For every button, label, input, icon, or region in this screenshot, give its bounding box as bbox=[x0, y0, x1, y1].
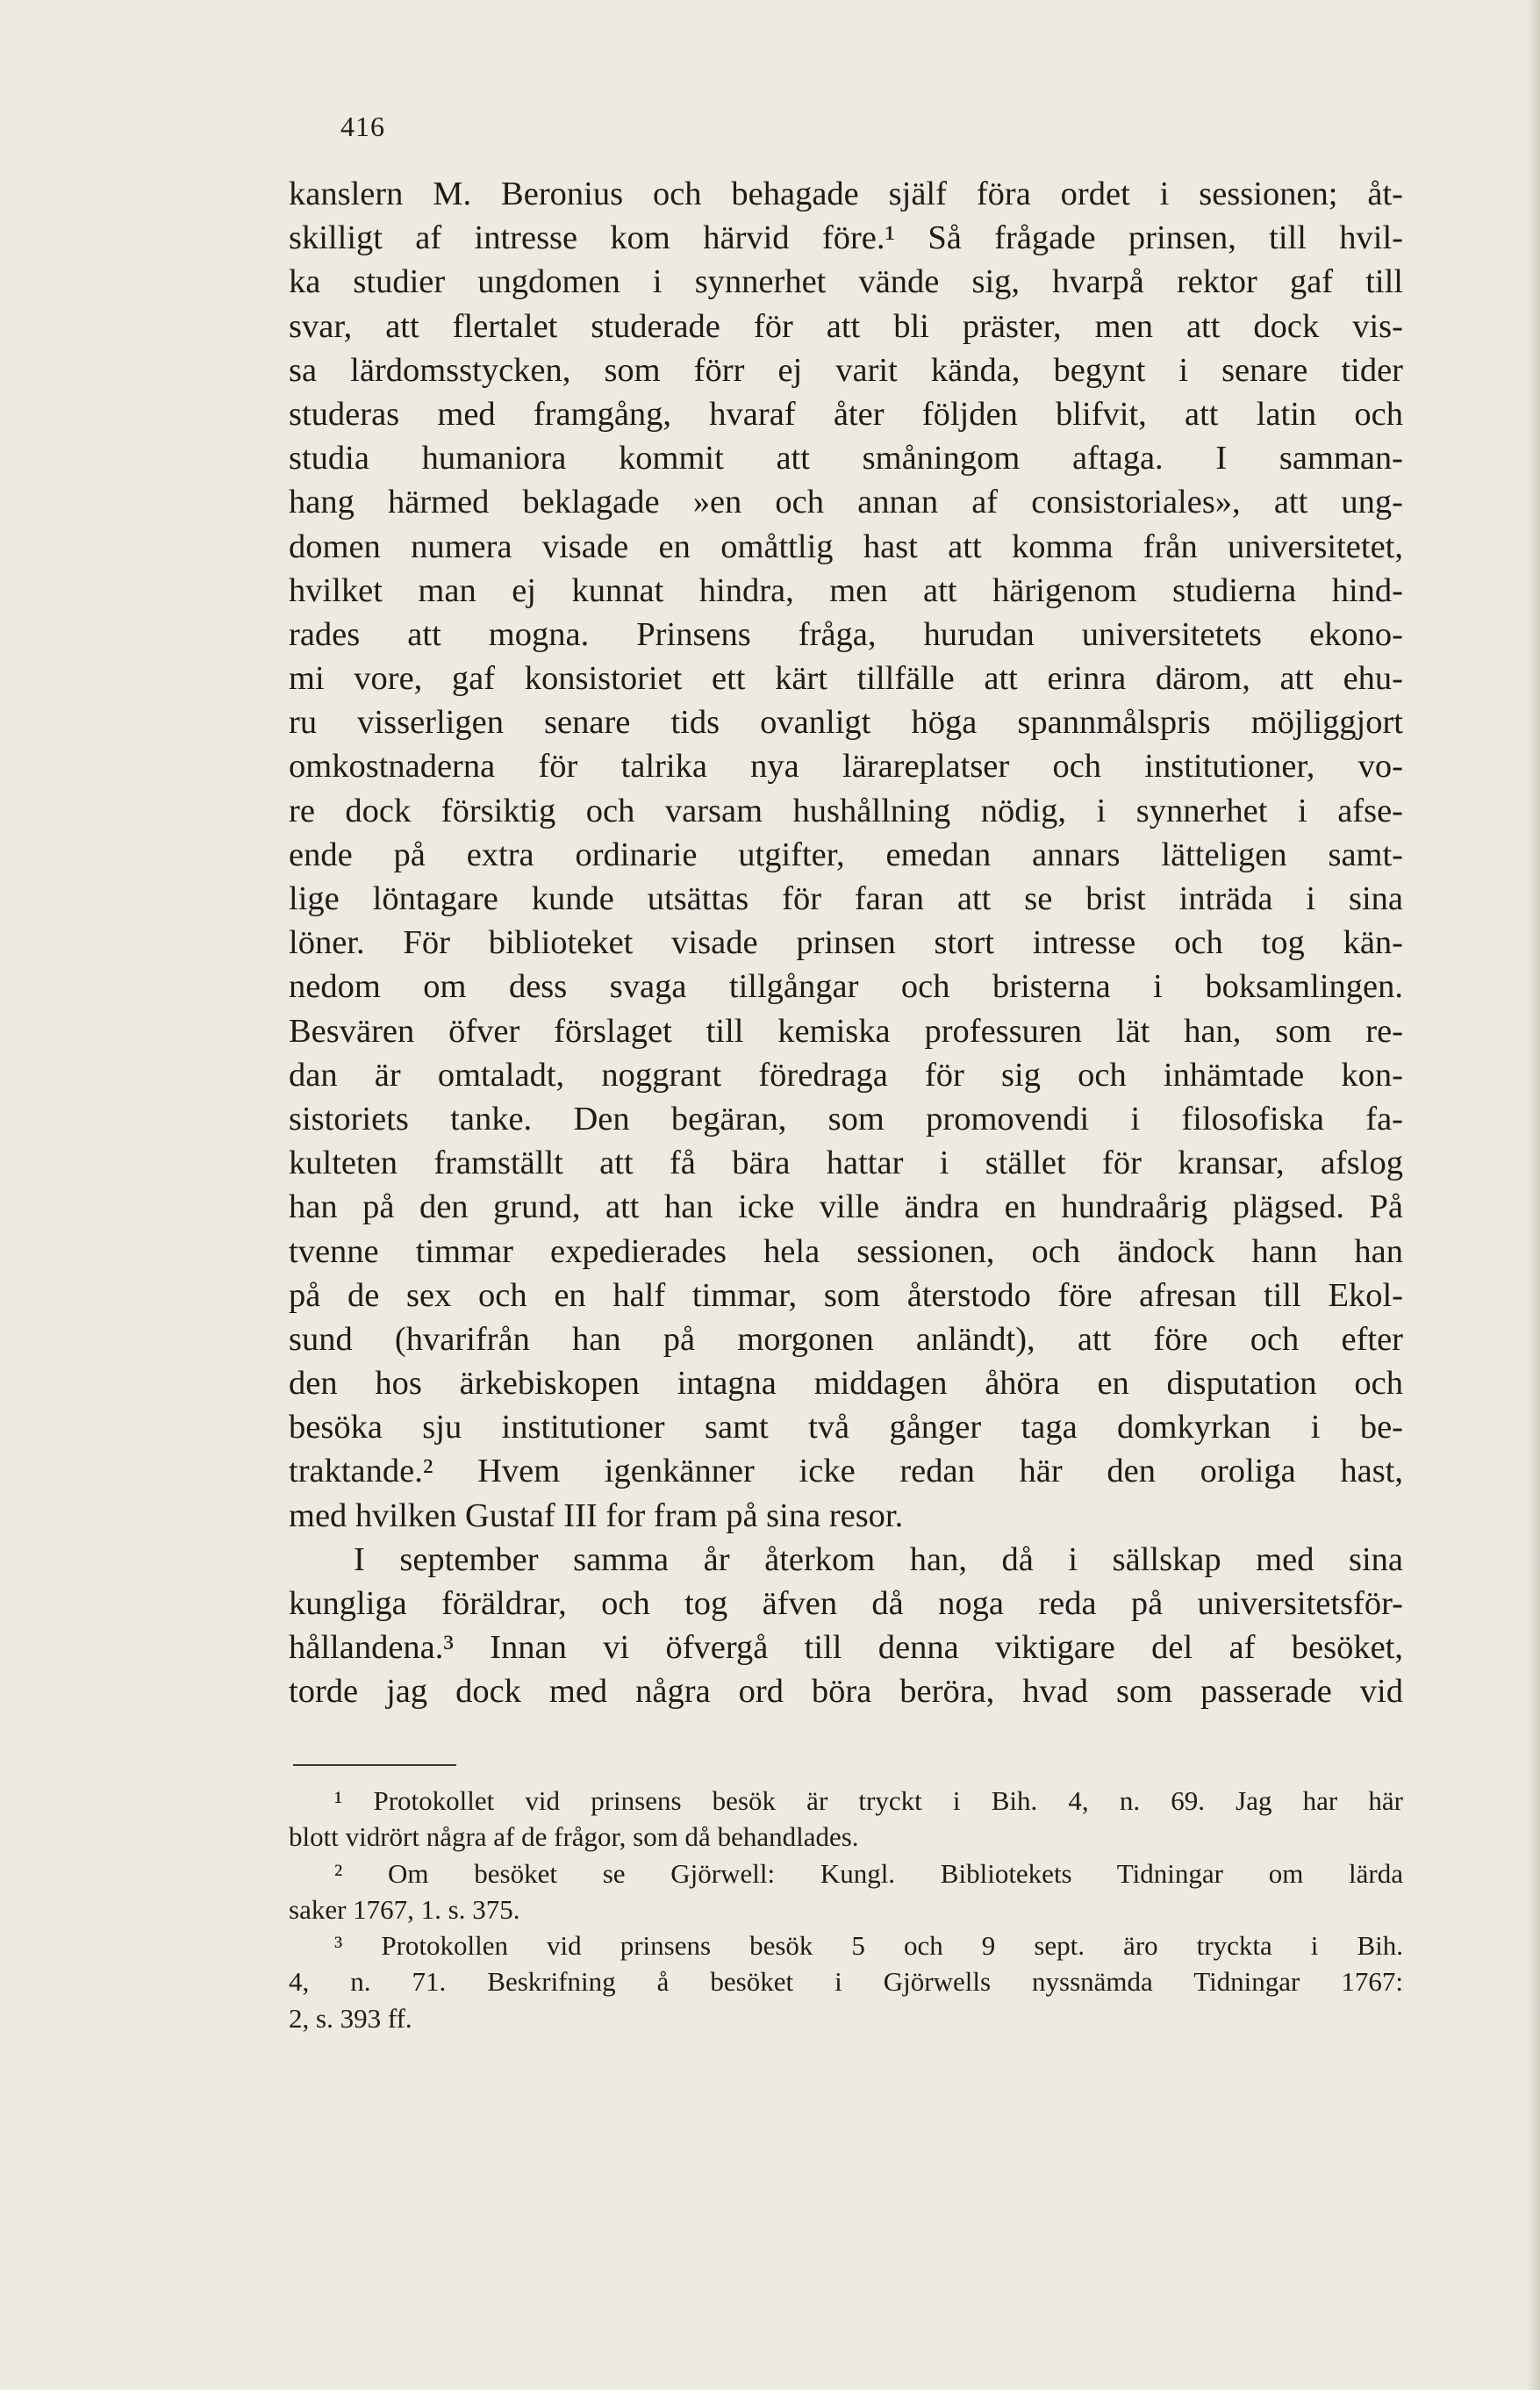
text-line: sund (hvarifrån han på morgonen anländt), att före och efter bbox=[289, 1320, 1403, 1358]
text-line: kanslern M. Beronius och behagade själf föra ordet i sessionen; åt- bbox=[289, 176, 1403, 212]
text-line: rades att mogna. Prinsens fråga, hurudan universitetets ekono- bbox=[289, 615, 1403, 653]
text-line: hållandena.³ Innan vi öfvergå till denna viktigare del af besöket, bbox=[289, 1629, 1403, 1667]
text-line: sistoriets tanke. Den begäran, som promovendi i filosofiska fa- bbox=[289, 1100, 1403, 1138]
text-line: svar, att flertalet studerade för att bli präster, men att dock vis- bbox=[289, 307, 1403, 345]
footnote-3-cont: 4, n. 71. Beskrifning å besöket i Gjörwells nyssnämda Tidningar 1767: bbox=[289, 1966, 1403, 1998]
text-line: kungliga föräldrar, och tog äfven då noga reda på universitetsför- bbox=[289, 1585, 1403, 1622]
text-line: löner. För biblioteket visade prinsen stort intresse och tog kän- bbox=[289, 924, 1403, 962]
text-line: han på den grund, att han icke ville ändra en hundraårig plägsed. På bbox=[289, 1188, 1403, 1226]
text-line: nedom om dess svaga tillgångar och bristerna i boksamlingen. bbox=[289, 968, 1403, 1006]
text-line: Besvären öfver förslaget till kemiska professuren lät han, som re- bbox=[289, 1012, 1403, 1050]
text-line: tvenne timmar expedierades hela sessionen, och ändock hann han bbox=[289, 1232, 1403, 1270]
text-line: hvilket man ej kunnat hindra, men att härigenom studierna hind- bbox=[289, 571, 1403, 609]
footnote-3: ³ Protokollen vid prinsens besök 5 och 9 sept. äro tryckta i Bih. bbox=[334, 1930, 1403, 1962]
text-line-paragraph-start: I september samma år återkom han, då i sällskap med sina bbox=[354, 1540, 1403, 1578]
text-line: traktande.² Hvem igenkänner icke redan här den oroliga hast, bbox=[289, 1453, 1403, 1490]
text-line: den hos ärkebiskopen intagna middagen åhöra en disputation och bbox=[289, 1365, 1403, 1403]
footnote-2-cont: saker 1767, 1. s. 375. bbox=[289, 1893, 520, 1925]
text-line: på de sex och en half timmar, som återstodo före afresan till Ekol- bbox=[289, 1276, 1403, 1314]
footnote-1: ¹ Protokollet vid prinsens besök är tryckt i Bih. 4, n. 69. Jag har här bbox=[334, 1785, 1403, 1816]
page-edge-shadow bbox=[1526, 0, 1540, 2390]
text-line: ka studier ungdomen i synnerhet vände sig, hvarpå rektor gaf till bbox=[289, 263, 1403, 301]
text-line: sa lärdomsstycken, som förr ej varit kända, begynt i senare tider bbox=[289, 351, 1403, 389]
text-line: studia humaniora kommit att småningom aftaga. I samman- bbox=[289, 440, 1403, 477]
text-line: domen numera visade en omåttlig hast att komma från universitetet, bbox=[289, 528, 1403, 565]
text-line: omkostnaderna för talrika nya lärareplatser och institutioner, vo- bbox=[289, 748, 1403, 786]
text-line: mi vore, gaf konsistoriet ett kärt tillfälle att erinra därom, att ehu- bbox=[289, 660, 1403, 698]
main-text bbox=[289, 172, 1403, 1714]
footnote-1-cont: blott vidrört några af de frågor, som då behandlades. bbox=[289, 1821, 859, 1853]
text-line-paragraph-end: med hvilken Gustaf III for fram på sina resor. bbox=[289, 1496, 904, 1534]
text-line: ende på extra ordinarie utgifter, emedan annars lätteligen samt- bbox=[289, 836, 1403, 873]
footnote-2: ² Om besöket se Gjörwell: Kungl. Bibliotekets Tidningar om lärda bbox=[334, 1857, 1403, 1889]
text-line: re dock försiktig och varsam hushållning nödig, i synnerhet i afse- bbox=[289, 792, 1403, 829]
text-line: dan är omtaladt, noggrant föredraga för sig och inhämtade kon- bbox=[289, 1056, 1403, 1094]
text-line: torde jag dock med några ord böra beröra, hvad som passerade vid bbox=[289, 1673, 1403, 1711]
text-line: ru visserligen senare tids ovanligt höga spannmålspris möjliggjort bbox=[289, 704, 1403, 742]
page-number: 416 bbox=[340, 111, 385, 142]
text-line: skilligt af intresse kom härvid före.¹ Så frågade prinsen, till hvil- bbox=[289, 219, 1403, 257]
text-line: kulteten framställt att få bära hattar i stället för kransar, afslog bbox=[289, 1145, 1403, 1182]
footnotes bbox=[289, 1783, 1403, 2036]
text-line: besöka sju institutioner samt två gånger taga domkyrkan i be- bbox=[289, 1409, 1403, 1446]
text-line: lige löntagare kunde utsättas för faran att se brist inträda i sina bbox=[289, 880, 1403, 917]
text-line: hang härmed beklagade »en och annan af consistoriales», att ung- bbox=[289, 484, 1403, 521]
footnote-3-end: 2, s. 393 ff. bbox=[289, 2002, 412, 2034]
footnote-separator bbox=[293, 1764, 456, 1766]
text-line: studeras med framgång, hvaraf åter följden blifvit, att latin och bbox=[289, 395, 1403, 433]
